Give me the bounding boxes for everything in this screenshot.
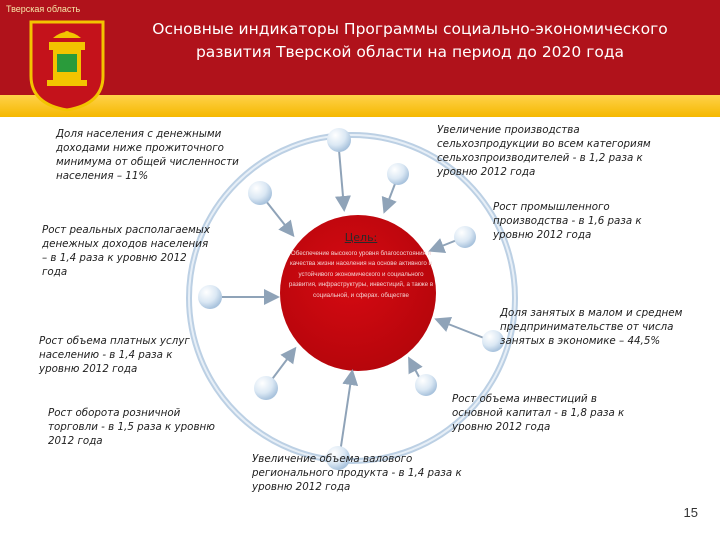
indicator-sme-employment: Доля занятых в малом и среднем предпринимательстве от числа занятых в экономике – 44,5% <box>500 307 683 347</box>
goal-title: Цель: <box>344 231 378 244</box>
arrow-icon <box>340 373 352 453</box>
indicator-poverty-share: Доля населения с денежными доходами ниже прожиточного минимума от общей численности населения – 11% <box>56 128 239 182</box>
node-sphere-icon <box>327 128 351 152</box>
indicator-retail-turnover: Рост оборота розничной торговли - в 1,5 раза к уровню 2012 года <box>48 407 215 447</box>
node-sphere-icon <box>387 163 409 185</box>
goal-text: Обеспечение высокого уровня благосостояния и качества жизни населения на основе активного и устойчивого экономического и социального развития, инфраструктуры, инвестиций, а также в социальной, и сферах. обществе <box>288 250 434 299</box>
page-number: 15 <box>683 505 698 520</box>
node-sphere-icon <box>415 374 437 396</box>
node-sphere-icon <box>254 376 278 400</box>
page-title: Основные индикаторы Программы социально-экономического развития Тверской области на период до 2020 года <box>152 20 668 61</box>
indicator-agri-production: Увеличение производства сельхозпродукции во всем категориям сельхозпроизводителей - в 1,2 раза к уровню 2012 года <box>437 124 651 178</box>
node-sphere-icon <box>454 226 476 248</box>
indicator-paid-services: Рост объема платных услуг населению - в 1,4 раза к уровню 2012 года <box>39 335 190 375</box>
arrow-icon <box>339 150 344 208</box>
node-sphere-icon <box>248 181 272 205</box>
indicator-grp: Увеличение объема валового регионального продукта - в 1,4 раза к уровню 2012 года <box>252 453 462 493</box>
indicator-real-income: Рост реальных располагаемых денежных доходов населения – в 1,4 раза к уровню 2012 года <box>42 224 210 278</box>
indicator-industrial-production: Рост промышленного производства - в 1,6 раза к уровню 2012 года <box>493 201 642 241</box>
node-sphere-icon <box>198 285 222 309</box>
arrow-icon <box>438 320 489 340</box>
region-label: Тверская область <box>6 4 81 14</box>
indicator-investment: Рост объема инвестиций в основной капитал - в 1,8 раза к уровню 2012 года <box>452 393 625 433</box>
